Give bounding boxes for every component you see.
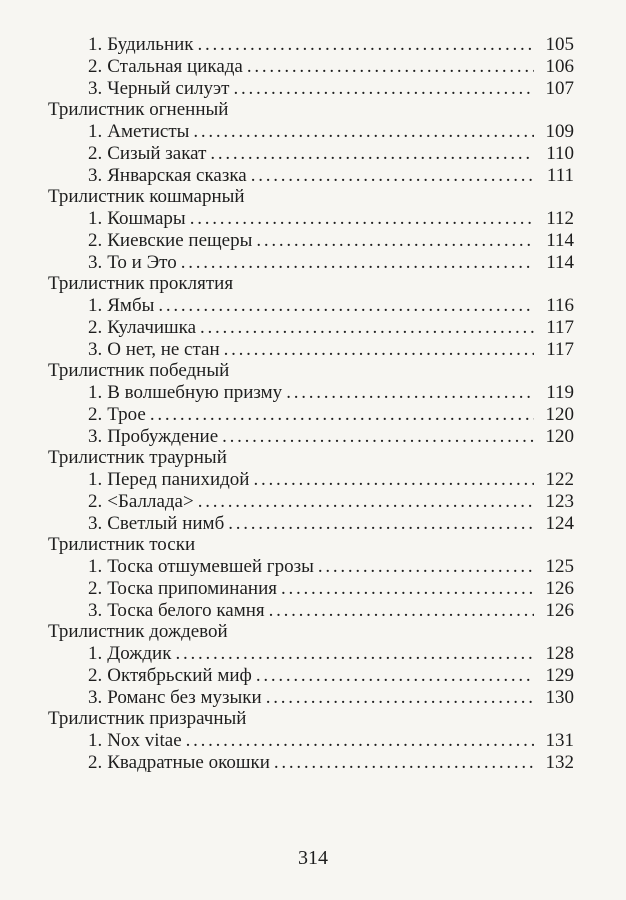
toc-entry-page: 124	[545, 512, 574, 534]
toc-entry	[48, 230, 574, 252]
dot-leader	[247, 56, 534, 78]
dot-leader	[158, 295, 534, 317]
toc-entry-number: 2.	[88, 229, 103, 251]
toc-entry-number: 2.	[88, 490, 103, 512]
toc-entry-title: Черный силуэт	[107, 77, 230, 99]
toc-entry-page: 128	[545, 643, 574, 664]
toc-entry-title: Тоска белого камня	[107, 599, 265, 621]
page-number: 314	[298, 847, 328, 869]
toc-entry-title: Светлый нимб	[107, 512, 225, 534]
toc-entry-page: 112	[546, 208, 574, 229]
toc-entry-title: Стальная цикада	[107, 55, 243, 77]
toc-entry-number: 3.	[88, 251, 103, 273]
toc-entry	[48, 317, 574, 339]
toc-entry-number: 1.	[88, 556, 103, 577]
toc-entry-page: 116	[546, 295, 574, 316]
toc-section-title: Трилистник победный	[48, 360, 230, 382]
toc-entry-page: 107	[545, 77, 574, 99]
toc-entry-title: Перед панихидой	[107, 469, 250, 490]
toc-entry-title: О нет, не стан	[107, 338, 220, 360]
toc-entry-title: Тоска припоминания	[107, 577, 277, 599]
dot-leader	[256, 230, 534, 252]
toc-entry-title: Трое	[107, 403, 146, 425]
toc-entry	[48, 556, 574, 578]
toc-entry-title: Кошмары	[107, 208, 186, 229]
toc-entry-number: 1.	[88, 469, 103, 490]
dot-leader	[274, 752, 534, 774]
toc-entry-title: Кулачишка	[107, 316, 197, 338]
toc-entry-title: Январская сказка	[107, 164, 247, 186]
toc-entry	[48, 730, 574, 752]
toc-entry	[48, 56, 574, 78]
toc-entry-page: 117	[546, 338, 574, 360]
toc-entry	[48, 600, 574, 622]
toc-entry	[48, 143, 574, 165]
toc-entry-number: 1.	[88, 730, 103, 751]
toc-section-title: Трилистник тоски	[48, 534, 196, 556]
toc-entry-title: Ямбы	[107, 295, 155, 316]
toc-entry	[48, 339, 574, 361]
toc-entry-page: 123	[545, 490, 574, 512]
toc-section-title: Трилистник дождевой	[48, 621, 228, 643]
toc-entry-title: Nox vitae	[107, 730, 182, 751]
toc-section-title: Трилистник огненный	[48, 99, 229, 121]
toc-entry-page: 120	[545, 425, 574, 447]
toc-entry-page: 130	[545, 686, 574, 708]
toc-entry-number: 3.	[88, 77, 103, 99]
dot-leader	[224, 339, 534, 361]
toc-entry-number: 3.	[88, 686, 103, 708]
dot-leader	[233, 78, 534, 100]
toc-entry-page: 110	[546, 142, 574, 164]
dot-leader	[175, 643, 534, 665]
toc-entry-number: 3.	[88, 164, 103, 186]
toc-entry-number: 3.	[88, 338, 103, 360]
toc-entry-page: 119	[546, 382, 574, 403]
table-of-contents	[48, 34, 574, 774]
dot-leader	[286, 382, 534, 404]
toc-entry-number: 2.	[88, 751, 103, 773]
toc-entry-page: 131	[545, 730, 574, 751]
dot-leader	[318, 556, 534, 578]
toc-entry-number: 1.	[88, 382, 103, 403]
dot-leader	[190, 208, 534, 230]
toc-entry	[48, 426, 574, 448]
toc-entry-title: Квадратные окошки	[107, 751, 270, 773]
toc-entry	[48, 687, 574, 709]
toc-entry-title: В волшебную призму	[107, 382, 283, 403]
toc-entry-page: 125	[545, 556, 574, 577]
toc-entry-number: 2.	[88, 664, 103, 686]
toc-entry	[48, 165, 574, 187]
toc-entry	[48, 404, 574, 426]
dot-leader	[181, 252, 534, 274]
toc-section-title: Трилистник проклятия	[48, 273, 234, 295]
toc-entry-number: 1.	[88, 295, 103, 316]
toc-entry-number: 1.	[88, 208, 103, 229]
toc-entry-number: 3.	[88, 512, 103, 534]
toc-entry	[48, 78, 574, 100]
toc-entry	[48, 665, 574, 687]
dot-leader	[193, 121, 534, 143]
dot-leader	[198, 34, 534, 56]
toc-entry	[48, 752, 574, 774]
toc-entry	[48, 643, 574, 665]
toc-entry	[48, 513, 574, 535]
toc-entry-page: 105	[545, 34, 574, 55]
dot-leader	[150, 404, 534, 426]
toc-entry-title: Дождик	[107, 643, 172, 664]
toc-entry-title: Будильник	[107, 34, 194, 55]
toc-entry	[48, 382, 574, 404]
toc-entry	[48, 34, 574, 56]
toc-entry-page: 126	[545, 599, 574, 621]
dot-leader	[222, 426, 534, 448]
toc-entry	[48, 295, 574, 317]
toc-entry-title: Аметисты	[107, 121, 190, 142]
toc-entry-page: 129	[545, 664, 574, 686]
toc-entry-page: 109	[545, 121, 574, 142]
toc-entry	[48, 252, 574, 274]
toc-entry-page: 114	[546, 251, 574, 273]
toc-entry-title: Пробуждение	[107, 425, 219, 447]
toc-section-title: Трилистник кошмарный	[48, 186, 245, 208]
dot-leader	[198, 491, 534, 513]
toc-entry-title: Киевские пещеры	[107, 229, 253, 251]
toc-entry-number: 1.	[88, 34, 103, 55]
toc-entry-number: 1.	[88, 121, 103, 142]
toc-entry-number: 2.	[88, 403, 103, 425]
toc-entry-title: То и Это	[107, 251, 177, 273]
toc-entry-title: <Баллада>	[107, 490, 194, 512]
toc-entry-page: 111	[546, 164, 574, 186]
dot-leader	[269, 600, 534, 622]
toc-entry	[48, 491, 574, 513]
toc-entry-page: 117	[546, 316, 574, 338]
dot-leader	[281, 578, 534, 600]
dot-leader	[228, 513, 534, 535]
toc-entry-page: 106	[545, 55, 574, 77]
toc-entry	[48, 121, 574, 143]
toc-entry-number: 2.	[88, 142, 103, 164]
toc-entry-title: Сизый закат	[107, 142, 207, 164]
toc-entry-number: 2.	[88, 577, 103, 599]
toc-entry	[48, 578, 574, 600]
dot-leader	[210, 143, 534, 165]
dot-leader	[251, 165, 534, 187]
toc-entry-title: Романс без музыки	[107, 686, 262, 708]
toc-entry-number: 2.	[88, 316, 103, 338]
toc-entry-page: 120	[545, 403, 574, 425]
dot-leader	[200, 317, 534, 339]
toc-entry-title: Тоска отшумевшей грозы	[107, 556, 314, 577]
toc-entry-page: 126	[545, 577, 574, 599]
dot-leader	[256, 665, 534, 687]
toc-entry-number: 3.	[88, 599, 103, 621]
toc-entry-number: 3.	[88, 425, 103, 447]
toc-entry-title: Октябрьский миф	[107, 664, 252, 686]
dot-leader	[266, 687, 534, 709]
toc-entry	[48, 469, 574, 491]
toc-entry-page: 114	[546, 229, 574, 251]
toc-entry-page: 122	[545, 469, 574, 490]
toc-entry-page: 132	[545, 751, 574, 773]
toc-entry-number: 1.	[88, 643, 103, 664]
dot-leader	[253, 469, 534, 491]
toc-section-title: Трилистник траурный	[48, 447, 227, 469]
dot-leader	[186, 730, 534, 752]
toc-section-title: Трилистник призрачный	[48, 708, 247, 730]
toc-entry	[48, 208, 574, 230]
toc-entry-number: 2.	[88, 55, 103, 77]
